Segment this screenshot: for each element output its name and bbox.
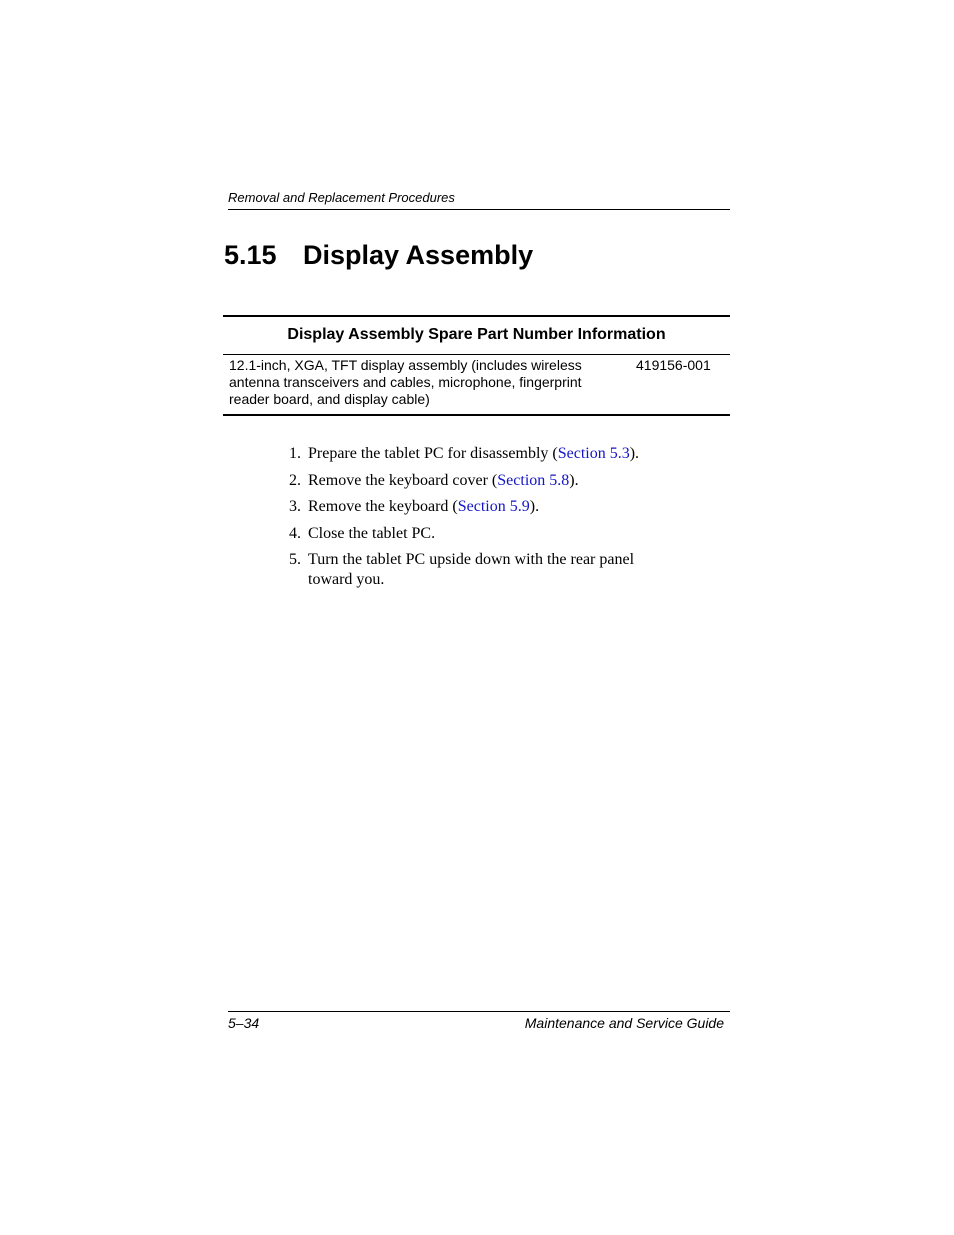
table-row [223, 355, 730, 414]
step-text: Close the tablet PC. [308, 524, 436, 542]
section-5-9-link[interactable]: Section 5.9 [457, 498, 530, 515]
step-3 [289, 497, 689, 517]
section-heading-text: Display Assembly [303, 240, 534, 270]
spare-part-table [223, 315, 730, 416]
step-number: 2. [289, 471, 301, 489]
step-number: 3. [289, 498, 301, 515]
step-text-before: Remove the keyboard cover ( [308, 471, 498, 489]
step-number: 5. [289, 551, 301, 568]
step-text-before: Prepare the tablet PC for disassembly ( [308, 445, 558, 462]
section-number: 5.15 [224, 240, 277, 270]
step-number: 4. [289, 524, 301, 542]
step-number: 1. [289, 445, 301, 462]
step-text: Turn the tablet PC upside down with the rear panel toward you. [308, 551, 635, 588]
step-4 [289, 524, 689, 544]
step-text-before: Remove the keyboard ( [308, 498, 458, 515]
step-1 [289, 444, 689, 464]
step-text [308, 497, 668, 517]
section-5-3-link[interactable]: Section 5.3 [557, 445, 630, 462]
part-description: 12.1-inch, XGA, TFT display assembly (includes wireless antenna transceivers and cables, microphone, fingerprint reader board, and display cable) [229, 357, 582, 407]
running-head: Removal and Replacement Procedures [228, 190, 730, 210]
guide-title: Maintenance and Service Guide [524, 1015, 724, 1031]
step-2 [289, 471, 689, 491]
step-text-after: ). [569, 471, 579, 489]
procedure-steps [289, 444, 689, 597]
step-text [308, 471, 668, 491]
section-5-8-link[interactable]: Section 5.8 [497, 471, 570, 489]
step-5 [289, 550, 689, 590]
section-title [224, 240, 533, 271]
page-footer [228, 1011, 730, 1031]
table-header: Display Assembly Spare Part Number Information [223, 317, 730, 355]
part-number: 419156-001 [636, 357, 711, 373]
step-text-after: ). [529, 498, 540, 515]
step-text-after: ). [629, 445, 640, 462]
page-number: 5–34 [228, 1015, 260, 1031]
step-text [308, 444, 668, 464]
